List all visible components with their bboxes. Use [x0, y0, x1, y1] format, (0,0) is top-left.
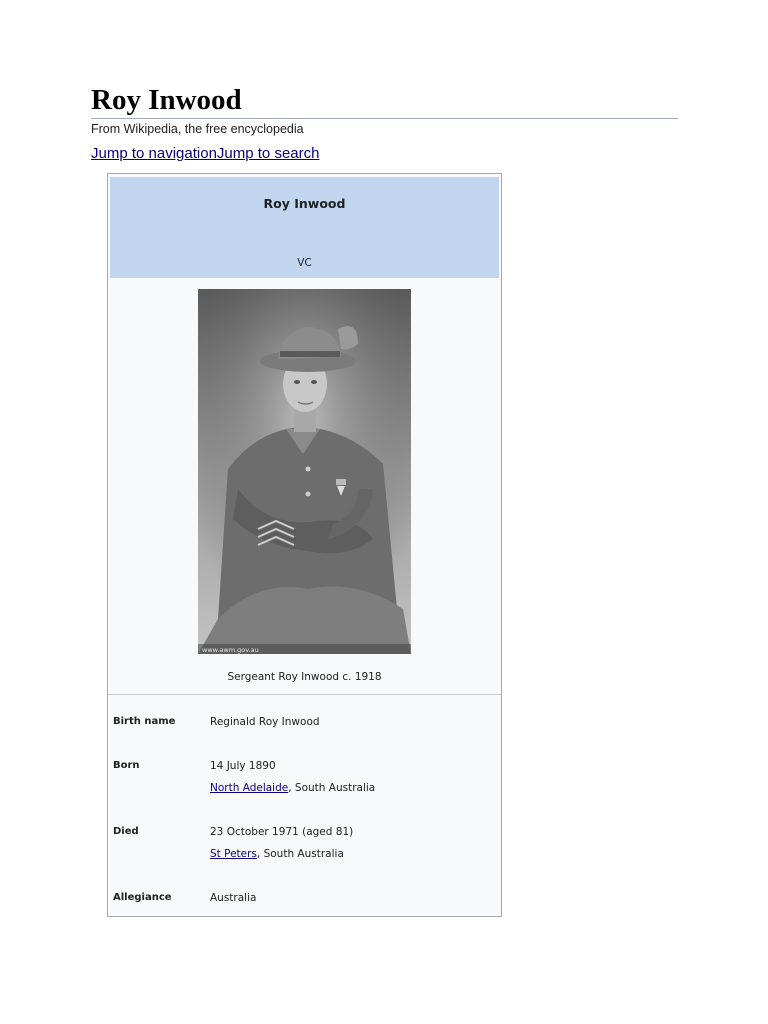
died-date: 23 October 1971 (aged 81)	[210, 826, 354, 838]
row-edge	[108, 742, 110, 808]
title-divider	[91, 118, 678, 119]
jump-to-search-link[interactable]: Jump to search	[216, 145, 320, 162]
st-peters-link[interactable]: St Peters	[210, 848, 257, 860]
portrait-photo[interactable]	[198, 289, 411, 654]
died-place	[210, 847, 344, 861]
row-edge	[108, 874, 110, 914]
born-place-rest: , South Australia	[288, 782, 376, 794]
died-place-rest: , South Australia	[256, 848, 344, 860]
page-title: Roy Inwood	[91, 84, 242, 116]
born-date: 14 July 1890	[210, 760, 276, 772]
born-place	[210, 781, 375, 795]
image-watermark: www.awm.gov.au	[202, 646, 259, 654]
infobox-header	[110, 177, 499, 278]
image-caption: Sergeant Roy Inwood c. 1918	[227, 671, 382, 683]
infobox-name: Roy Inwood	[263, 196, 346, 211]
born-label: Born	[113, 760, 140, 771]
birth-name-label: Birth name	[113, 716, 176, 727]
infobox	[107, 173, 502, 917]
row-edge	[108, 808, 110, 874]
site-tagline: From Wikipedia, the free encyclopedia	[91, 122, 304, 136]
birth-name-value: Reginald Roy Inwood	[210, 716, 320, 728]
jump-to-navigation-link[interactable]: Jump to navigation	[91, 145, 217, 162]
died-label: Died	[113, 826, 139, 837]
infobox-honorific: VC	[297, 257, 312, 269]
infobox-divider	[108, 694, 501, 695]
row-edge	[108, 696, 110, 742]
north-adelaide-link[interactable]: North Adelaide	[210, 782, 289, 794]
allegiance-value: Australia	[210, 892, 257, 904]
jump-links	[91, 144, 319, 164]
allegiance-label: Allegiance	[113, 892, 172, 903]
